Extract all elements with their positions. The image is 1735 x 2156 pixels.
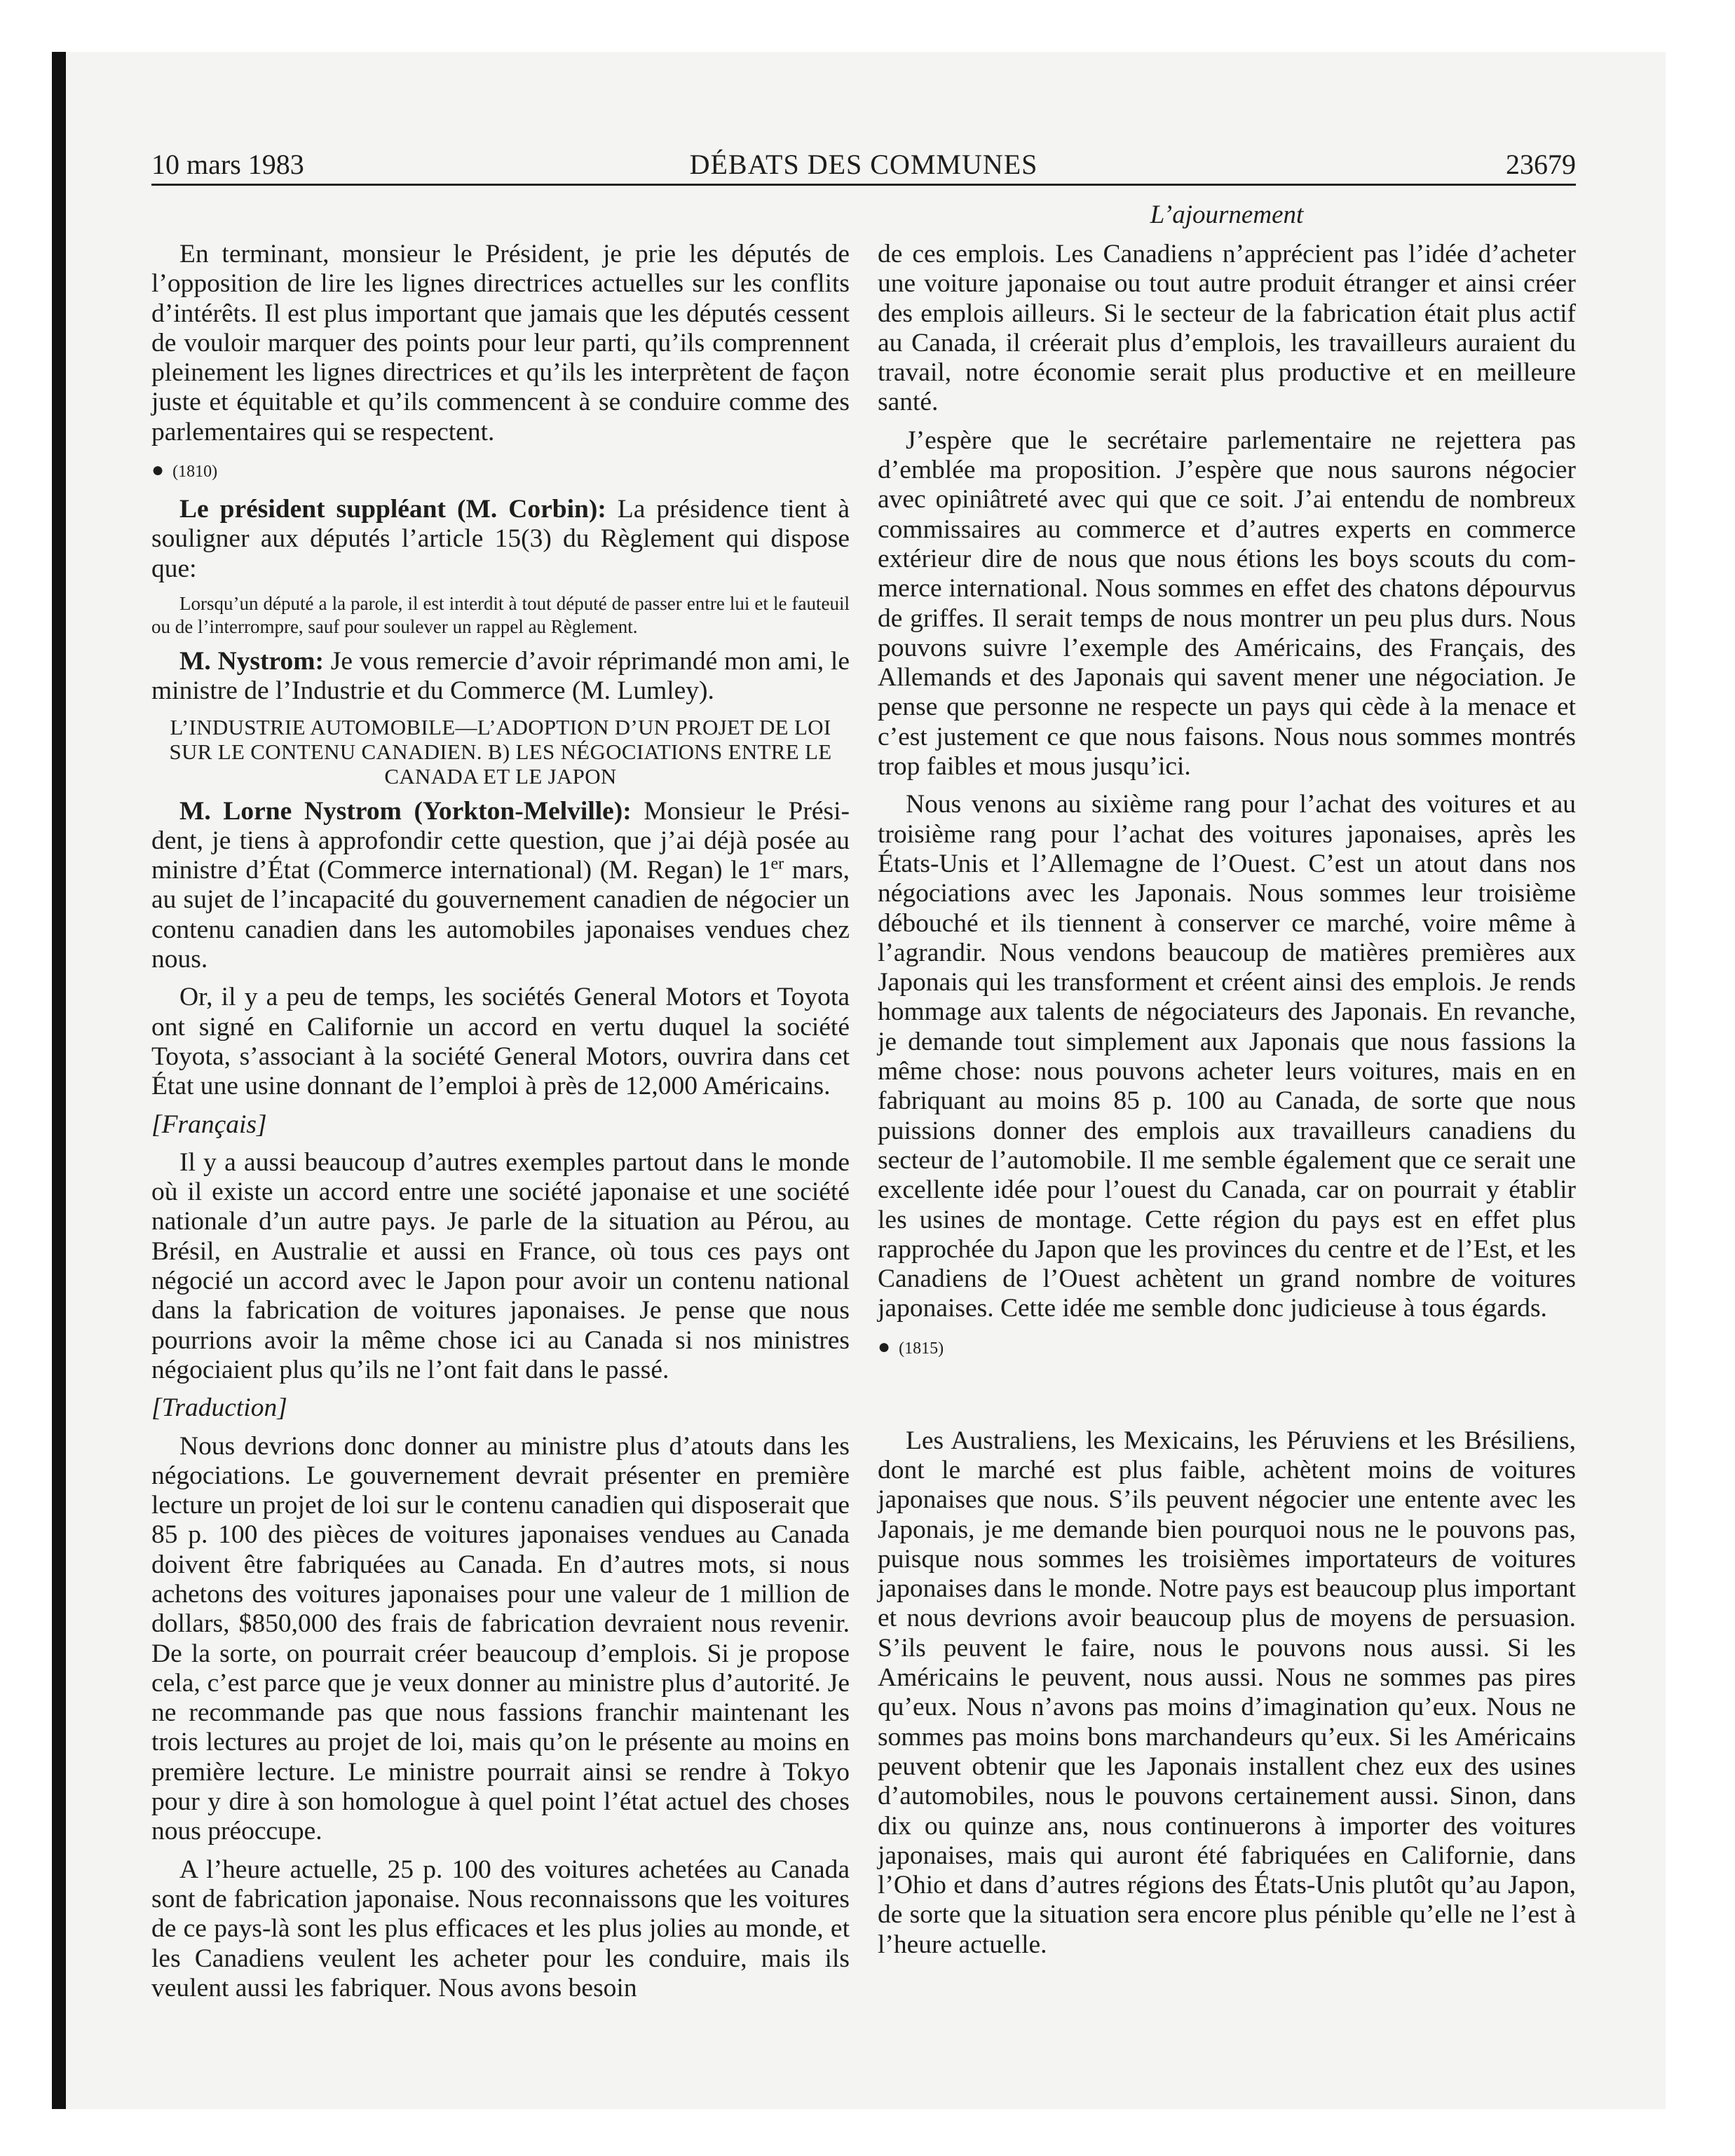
header-rule: [151, 184, 1576, 186]
header-title: DÉBATS DES COMMUNES: [689, 149, 1038, 180]
paragraph: Or, il y a peu de temps, les sociétés General Motors et Toyota ont signé en Californie un accord en vertu duquel la société Toyota, s’associant à la société General Motors, ouvrira dans cet État une usine donnant de l’emploi à près de 12,000 Américains.: [151, 983, 850, 1101]
paragraph: Nous venons au sixième rang pour l’achat des voitures et au troisième rang pour l’achat des voitures japonaises, après les États-Unis et l’Allemagne de l’Ouest. C’est un atout dans nos négociations avec les Japonais. Nous sommes leur troisième débouché et ils tiennent à conserver ce marché, voire même à l’agrandir. Nous vendons beaucoup de matières premières aux Japonais qui les transforment et créent ainsi des emplois. Je rends hommage aux talents de négociateurs des Japonais. En revanche, je demande tout simplement aux Japonais que nous fassions la même chose: nous pouvons acheter leurs voitures, mais en en fabriquant au moins 85 p. 100 au Canada, de sorte que nous puissions donner des emplois aux travailleurs canadiens du secteur de l’automobile. Il me semble également que ce serait une excellente idée pour l’ouest du Canada, car on pourrait y établir les usines de montage. Cette région du pays est en effet plus rapprochée du Japon que les provinces du centre et de l’Est, et les Canadiens de l’Ouest achètent un grand nombre de voitures japonaises. Cette idée me semble donc judicieuse à tous égards.: [878, 790, 1576, 1323]
right-column: [878, 240, 1576, 1968]
section-running-head: L’ajournement: [1150, 200, 1304, 229]
left-column: [151, 240, 850, 2012]
paragraph: de ces emplois. Les Canadiens n’apprécient pas l’idée d’acheter une voiture japonaise ou tout autre produit étranger et ainsi créer des emplois ailleurs. Si le secteur de la fabrication était plus actif au Canada, il créerait plus d’emplois, les travailleurs auraient du travail, notre économie serait plus productive et en meilleure santé.: [878, 240, 1576, 417]
paragraph: [151, 797, 850, 975]
timestamp: [878, 1332, 1576, 1363]
paragraph: Les Australiens, les Mexicains, les Péruviens et les Brésiliens, dont le marché est plus faible, achètent moins de voitures japonaises que nous. S’ils peuvent négocier une entente avec les Japonais, je me demande bien pourquoi nous ne le pouvons pas, puisque nous sommes les troisièmes importateurs de voitures japonaises dans le monde. Notre pays est beaucoup plus important et nous devrions avoir beaucoup plus de moyens de persuasion. S’ils peuvent le faire, nous le pouvons nous aussi. Si les Américains le peuvent, nous aussi. Nous ne sommes pas pires qu’eux. Nous n’avons pas moins d’imagination qu’eux. Nous ne sommes pas moins bons marchandeurs qu’eux. Si les Américains peuvent obtenir que les Japonais installent chez eux des usines d’automobiles, nous le pouvons certainement aussi. Sinon, dans dix ou quinze ans, nous continuerons à importer des voitures japonaises, mais qui auront été fabriquées en Californie, dans l’Ohio et dans d’autres régions des États-Unis plutôt qu’au Japon, de sorte que la situation sera encore plus pénible qu’elle ne l’est à l’heure actuelle.: [878, 1426, 1576, 1959]
paragraph: A l’heure actuelle, 25 p. 100 des voitures achetées au Canada sont de fabrication japonaise. Nous reconnaissons que les voitures de ce pays-là sont les plus efficaces et les plus jolies au monde, et les Canadiens veulent les acheter pour les conduire, mais ils veulent aussi les fabriquer. Nous avons besoin: [151, 1855, 850, 2003]
language-marker: [Français]: [151, 1110, 267, 1139]
timestamp-text: (1810): [172, 463, 218, 482]
speaker-riding: (M. Corbin):: [456, 495, 606, 524]
paragraph: [151, 647, 850, 707]
header-page-number: 23679: [1506, 149, 1576, 180]
speaker-name: M. Lorne Nystrom (Yorkton-Melville):: [179, 796, 632, 826]
paragraph: Il y a aussi beaucoup d’autres exemples partout dans le monde où il existe un accord entre une société japonaise et une société nationale d’un autre pays. Je parle de la situation au Pérou, au Brésil, en Australie et aussi en France, où tous ces pays ont négocié un accord avec le Japon pour avoir un contenu national dans la fabrication de voitures japonaises. Je pense que nous pourrions avoir la même chose ici au Canada si nos ministres négociaient plus qu’ils ne l’ont fait dans le passé.: [151, 1147, 850, 1384]
spacer: [878, 1372, 1576, 1426]
speaker-name: M. Nystrom:: [179, 646, 324, 676]
timestamp: [151, 456, 850, 486]
timestamp-text: (1815): [899, 1339, 944, 1358]
speech-text: Je vous remercie d’avoir réprimandé mon ami, le ministre de l’Industrie et du Commerce (M. Lumley).: [151, 646, 850, 706]
standing-order-quote: Lorsqu’un député a la parole, il est interdit à tout député de passer entre lui et le fauteuil ou de l’interrompre, sauf pour soulever un rappel au Règlement.: [151, 592, 850, 637]
paragraph: En terminant, monsieur le Président, je prie les députés de l’opposition de lire les lignes directrices actuelles sur les conflits d’intérêts. Il est plus important que jamais que les députés cessent de vouloir marquer des points pour leur parti, qu’ils comprennent pleinement les lignes directrices et qu’ils les interprètent de façon juste et équitable et qu’ils commencent à se conduire comme des parlementaires qui se respectent.: [151, 240, 850, 446]
language-marker: [Traduction]: [151, 1393, 287, 1423]
speech-text: Monsieur le Président, je tiens à approfondir cette question, que j’ai déjà posée au ministre d’État (Commerce international) (M. Regan) le 1: [151, 796, 850, 885]
speech-text: mars, au sujet de l’incapacité du gouvernement canadien de négocier un contenu canadien dans les automobiles japonaises vendues chez nous.: [151, 856, 850, 974]
superscript: er: [770, 854, 784, 873]
speaker-name: Le président suppléant: [179, 495, 446, 524]
page-header: [151, 147, 1576, 182]
paragraph: J’espère que le secrétaire parlementaire ne rejettera pas d’emblée ma proposition. J’espère que nous saurons négocier avec opiniâtreté avec qui que ce soit. J’ai entendu de nombreux commissaires au commerce et d’autres experts en commerce extérieur dire de nous que nous étions les boys scouts du commerce international. Nous sommes en effet des chatons dépourvus de griffes. Il serait temps de nous montrer un peu plus durs. Nous pouvons suivre l’exemple des Américains, des Français, des Allemands et des Japonais qui savent mener une négociation. Je pense que personne ne respecte un pays qui cède à la menace et c’est justement ce que nous faisons. Nous nous sommes montrés trop faibles et mous jusqu’ici.: [878, 425, 1576, 782]
paragraph: Nous devrions donc donner au ministre plus d’atouts dans les négociations. Le gouvernement devrait présenter en première lecture un projet de loi sur le contenu canadien qui disposerait que 85 p. 100 des pièces de voitures japonaises vendues au Canada doivent être fabriquées au Canada. En d’autres mots, si nous achetons des voitures japonaises pour une valeur de 1 million de dollars, $850,000 des frais de fabrication devraient nous revenir. De la sorte, on pourrait créer beaucoup d’emplois. Si je propose cela, c’est parce que je veux donner au ministre plus d’autorité. Je ne recommande pas que nous fassions franchir maintenant les trois lectures au projet de loi, mais qu’on le présente au moins en première lecture. Le ministre pourrait ainsi se rendre à Tokyo pour y dire à son homologue à quel point l’état actuel des choses nous préoccupe.: [151, 1431, 850, 1846]
bullet-icon: ●: [151, 458, 165, 482]
paragraph: [151, 495, 850, 584]
debate-heading: L’INDUSTRIE AUTOMOBILE—L’ADOPTION D’UN PROJET DE LOI SUR LE CONTENU CANADIEN. B) LES NÉGOCIATIONS ENTRE LE CANADA ET LE JAPON: [169, 714, 832, 789]
scan-binding-edge: [52, 52, 66, 2109]
header-date: 10 mars 1983: [151, 149, 304, 180]
bullet-icon: ●: [878, 1335, 891, 1358]
speech-text: La présidence tient à souligner aux députés l’article 15(3) du Règlement qui dispose que:: [151, 495, 850, 583]
